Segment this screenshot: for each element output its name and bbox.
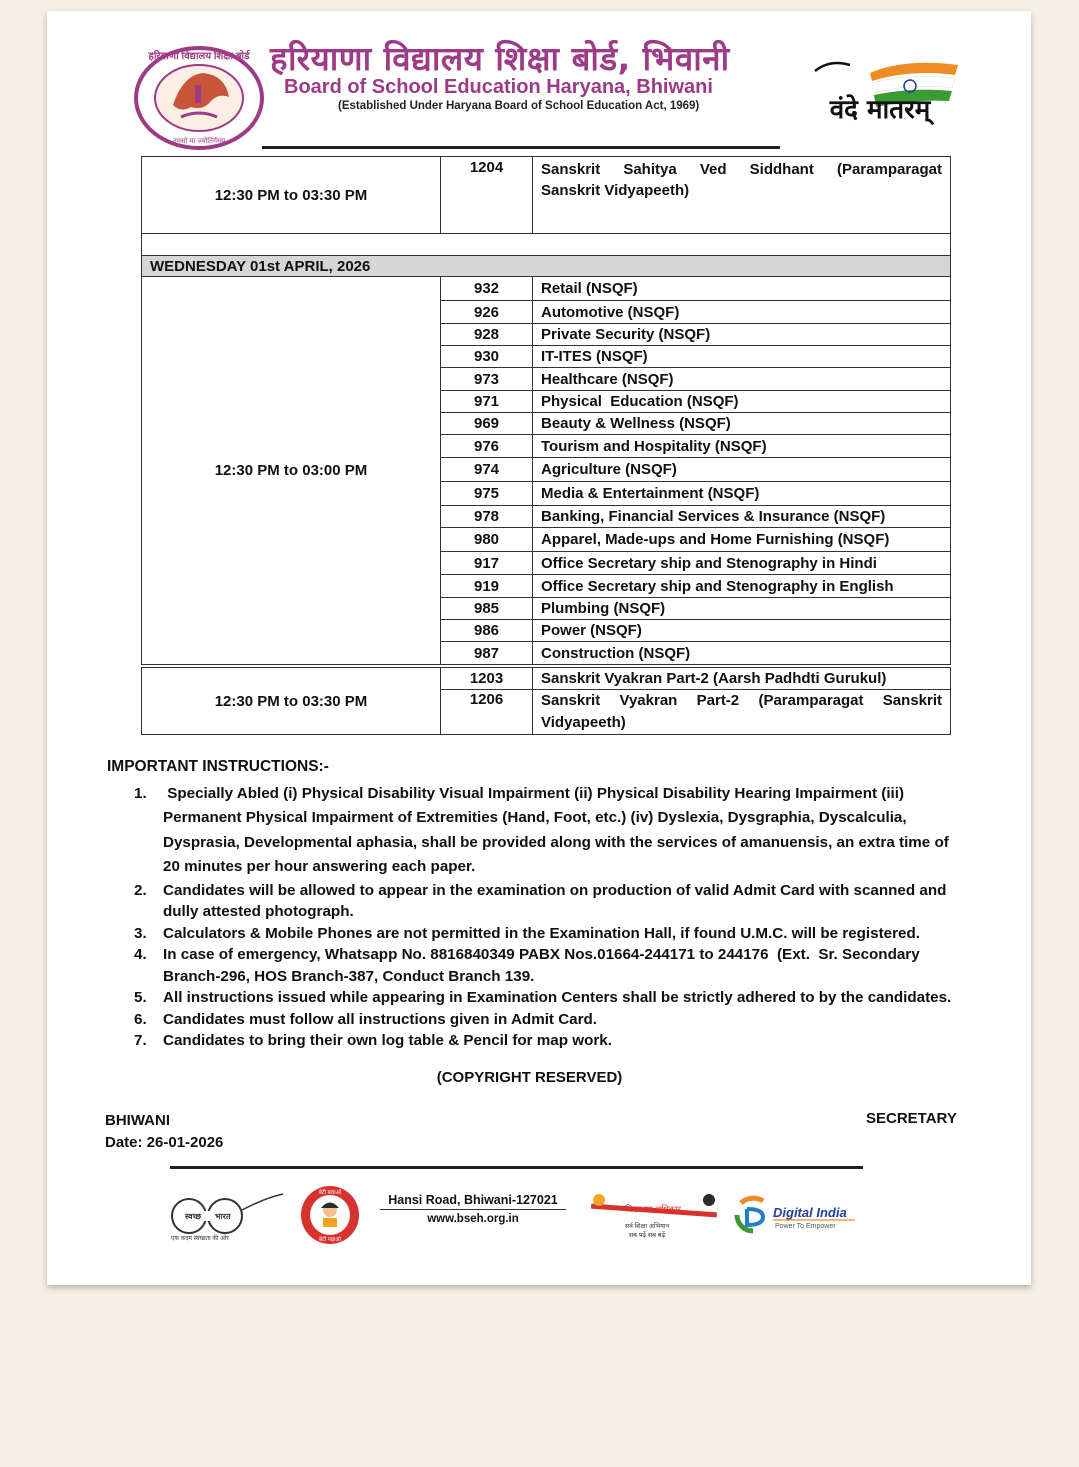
subject-code-cell: 919 (441, 575, 533, 598)
instruction-text: In case of emergency, Whatsapp No. 8816840349 PABX Nos.01664-244171 to 244176 (Ext. Sr. Secondary Branch-296, HOS Branch-387, Conduct Branch 139. (163, 946, 924, 985)
shiksha-title: शिक्षा का अधिकार (625, 1204, 681, 1214)
subject-cell: Banking, Financial Services & Insurance (NSQF) (533, 506, 951, 528)
header-divider (262, 146, 780, 149)
signatory: SECRETARY (866, 1110, 957, 1127)
instruction-text: Candidates to bring their own log table & Pencil for map work. (163, 1032, 612, 1049)
subject-code-cell: 928 (441, 324, 533, 346)
beti-bachao-logo (297, 1185, 363, 1245)
seal-text: हरियाणा विद्यालय शिक्षा बोर्ड (148, 51, 250, 62)
instruction-item (107, 987, 967, 1009)
instruction-item (107, 1009, 967, 1031)
subject-cell: Sanskrit Vyakran Part-2 (Paramparagat Sanskrit Vidyapeeth) (533, 690, 951, 735)
subject-line: Sanskrit Vidyapeeth) (541, 182, 690, 199)
schedule-table-nsqf (141, 276, 951, 665)
instruction-item (107, 944, 967, 987)
instruction-item (107, 782, 967, 880)
instruction-text: Candidates must follow all instructions given in Admit Card. (163, 1010, 598, 1028)
subject-cell: Media & Entertainment (NSQF) (533, 482, 951, 506)
subject-cell: IT-ITES (NSQF) (533, 346, 951, 368)
instruction-item (107, 1030, 967, 1052)
sarva-shiksha-abhiyan-logo (587, 1190, 721, 1242)
subject-cell: Apparel, Made-ups and Home Furnishing (NSQF) (533, 528, 951, 552)
subject-code-cell: 986 (441, 620, 533, 642)
subject-cell: Retail (NSQF) (533, 277, 951, 301)
place-date-block (105, 1110, 223, 1154)
vande-mataram-emblem (810, 53, 960, 135)
subject-cell: Beauty & Wellness (NSQF) (533, 413, 951, 435)
instruction-text: All instructions issued while appearing in Examination Centers shall be strictly adhered to by the candidates. (163, 989, 952, 1006)
subject-code-cell: 971 (441, 391, 533, 413)
subject-cell: Private Security (NSQF) (533, 324, 951, 346)
beti-bottom-text: बेटी पढ़ाओ (318, 1237, 342, 1243)
subject-code-cell: 969 (441, 413, 533, 435)
schedule-table-sanskrit (141, 667, 951, 735)
subject-cell: Agriculture (NSQF) (533, 458, 951, 482)
subject-code-cell: 976 (441, 435, 533, 458)
swachh-right-text: भारत (215, 1212, 231, 1221)
shiksha-line2: सब पढ़ें सब बढ़ें (628, 1232, 666, 1239)
subject-code-cell: 1206 (441, 690, 533, 735)
instruction-item (107, 880, 967, 923)
subject-code-cell: 917 (441, 552, 533, 575)
seal-motto: तमसो मा ज्योतिर्गमय (172, 138, 226, 145)
time-cell: 12:30 PM to 03:30 PM (142, 157, 441, 234)
subject-cell (533, 157, 951, 234)
instruction-number: 6. (134, 1010, 147, 1028)
subject-line: Sanskrit Sahitya Ved Siddhant (Paramparagat (541, 161, 942, 178)
instruction-number: 1. (134, 784, 147, 802)
beti-top-text: बेटी बचाओ (318, 1190, 342, 1196)
instruction-number: 7. (134, 1032, 147, 1049)
subject-cell: Automotive (NSQF) (533, 301, 951, 324)
subject-cell: Plumbing (NSQF) (533, 598, 951, 620)
subject-cell: Sanskrit Vyakran Part-2 (Aarsh Padhdti Gurukul) (533, 668, 951, 690)
subject-code-cell: 987 (441, 642, 533, 665)
instructions-section (107, 755, 967, 1052)
instruction-text: Calculators & Mobile Phones are not permitted in the Examination Hall, if found U.M.C. will be registered. (163, 924, 920, 942)
board-name-english: Board of School Education Haryana, Bhiwani (284, 76, 713, 98)
subject-code-cell: 932 (441, 277, 533, 301)
instructions-list (107, 782, 967, 1052)
subject-code-cell: 1203 (441, 668, 533, 690)
subject-cell: Tourism and Hospitality (NSQF) (533, 435, 951, 458)
subject-cell: Power (NSQF) (533, 620, 951, 642)
subject-cell: Healthcare (NSQF) (533, 368, 951, 391)
schedule-table-top (141, 156, 951, 277)
subject-code-cell: 926 (441, 301, 533, 324)
subject-code-cell: 975 (441, 482, 533, 506)
address-line: Hansi Road, Bhiwani-127021 (380, 1193, 566, 1210)
establishment-note: (Established Under Haryana Board of School Education Act, 1969) (338, 100, 700, 112)
subject-cell: Office Secretary ship and Stenography in Hindi (533, 552, 951, 575)
subject-code-cell: 930 (441, 346, 533, 368)
blank-row (142, 234, 951, 256)
subject-code-cell: 974 (441, 458, 533, 482)
time-cell: 12:30 PM to 03:30 PM (142, 668, 441, 735)
website-link[interactable]: www.bseh.org.in (427, 1213, 519, 1225)
swachh-bharat-logo (165, 1190, 285, 1242)
swachh-left-text: स्वच्छ (185, 1212, 202, 1221)
digital-india-logo (733, 1195, 857, 1235)
instruction-number: 2. (134, 881, 147, 899)
instruction-number: 3. (134, 924, 147, 942)
swachh-tagline: एक कदम स्वच्छता की ओर (171, 1236, 229, 1242)
digital-india-tagline: Power To Empower (775, 1223, 836, 1230)
subject-code-cell: 985 (441, 598, 533, 620)
subject-cell: Office Secretary ship and Stenography in English (533, 575, 951, 598)
subject-code-cell: 980 (441, 528, 533, 552)
table-row (142, 277, 951, 301)
instruction-number: 4. (134, 946, 147, 963)
instruction-number: 5. (134, 989, 147, 1006)
instruction-item (107, 923, 967, 945)
subject-code-cell: 973 (441, 368, 533, 391)
shiksha-line1: सर्व शिक्षा अभियान (624, 1223, 670, 1230)
issue-date: Date: 26-01-2026 (105, 1134, 224, 1151)
board-seal-logo (133, 45, 265, 151)
address-block (380, 1193, 566, 1225)
footer-divider (170, 1166, 863, 1169)
digital-india-text: Digital India (773, 1205, 847, 1220)
instruction-text: Specially Abled (i) Physical Disability Visual Impairment (ii) Physical Disability Hearing Impairment (iii) Permanent Physical Impairment of Extremities (Hand, Foot, etc.) (iv) Dyslexia, Dysgraphia, Dyscalculia, Dysprasia, Developmental aphasia, shall be provided along with the services of amanuensis, an extra time of 20 minutes per hour answering each paper. (163, 784, 954, 875)
place: BHIWANI (105, 1112, 170, 1129)
instruction-text: Candidates will be allowed to appear in the examination on production of valid Admit Card with scanned and dully attested photograph. (163, 881, 951, 920)
subject-cell: Physical Education (NSQF) (533, 391, 951, 413)
subject-cell: Construction (NSQF) (533, 642, 951, 665)
board-name-hindi: हरियाणा विद्यालय शिक्षा बोर्ड, भिवानी (270, 39, 730, 78)
copyright-note: (COPYRIGHT RESERVED) (436, 1069, 623, 1086)
day-heading: WEDNESDAY 01st APRIL, 2026 (142, 256, 951, 277)
instructions-title: IMPORTANT INSTRUCTIONS:- (107, 758, 329, 775)
subject-code-cell: 1204 (441, 157, 533, 234)
time-cell: 12:30 PM to 03:00 PM (142, 277, 441, 665)
subject-code-cell: 978 (441, 506, 533, 528)
emblem-text: वंदे मातरम् (829, 95, 931, 125)
